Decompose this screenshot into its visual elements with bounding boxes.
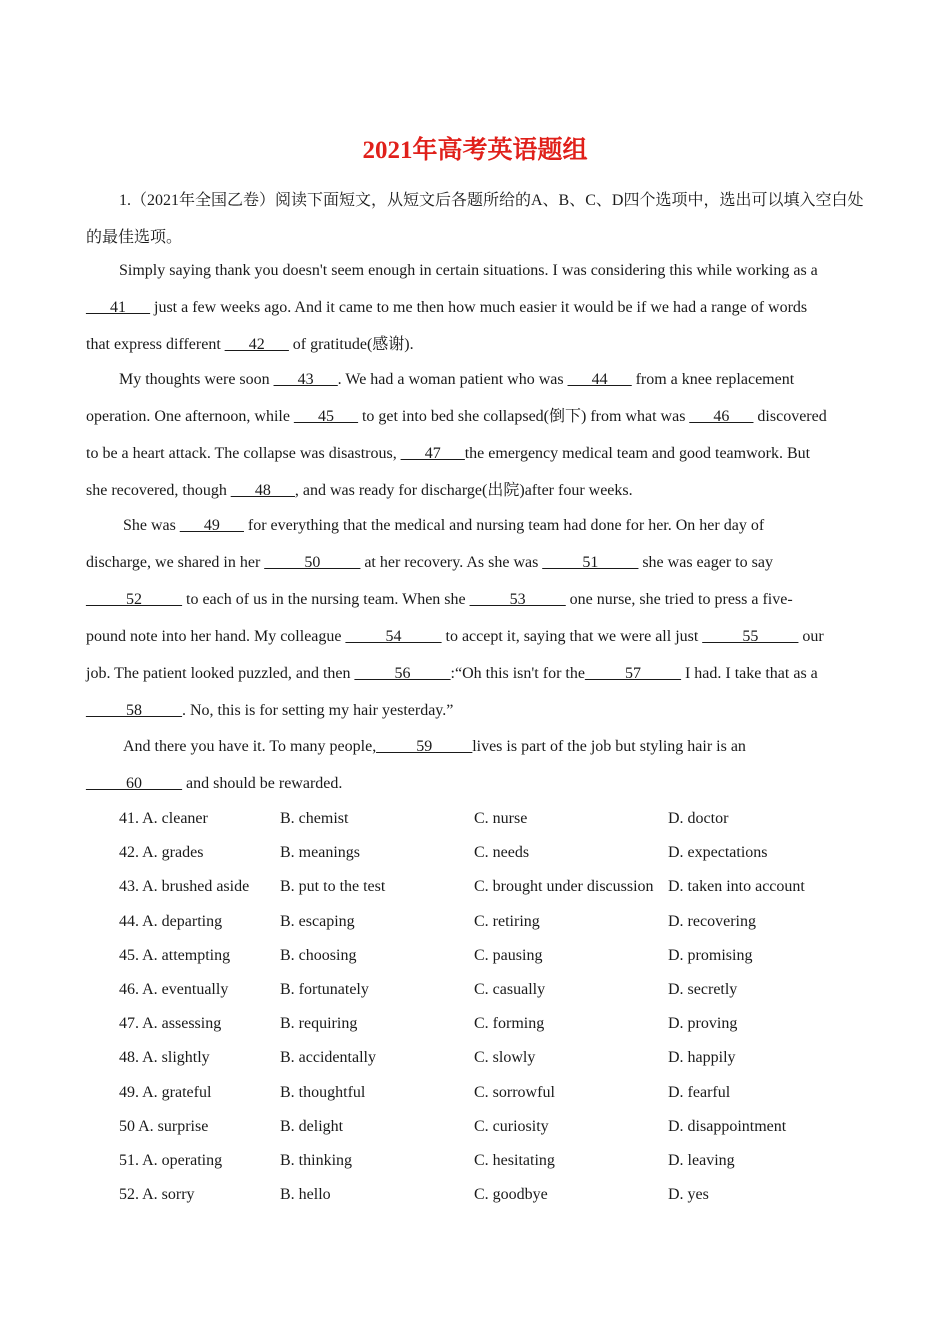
option-c: C. brought under discussion xyxy=(474,878,654,896)
passage-paragraph-1 xyxy=(86,252,866,363)
blank-58: _____58_____ xyxy=(86,702,182,719)
option-a: 44. A. departing xyxy=(119,912,223,930)
blank-52: _____52_____ xyxy=(86,591,182,608)
option-c: C. curiosity xyxy=(474,1117,549,1135)
passage-text: just a few weeks ago. And it came to me then how much easier it would be if we had a range of words xyxy=(150,299,808,316)
passage-text: and should be rewarded. xyxy=(182,775,343,792)
option-b: B. delight xyxy=(280,1117,344,1135)
option-c: C. needs xyxy=(474,844,530,862)
passage-paragraph-4 xyxy=(86,728,866,802)
option-a: 46. A. eventually xyxy=(119,981,229,999)
passage-text: , and was ready for discharge(出院)after four weeks. xyxy=(294,482,633,499)
blank-51: _____51_____ xyxy=(542,554,639,571)
option-row-45 xyxy=(119,939,868,973)
blank-55: _____55_____ xyxy=(702,628,799,645)
option-d: D. recovering xyxy=(668,912,756,930)
passage-paragraph-2 xyxy=(86,361,866,509)
option-b: B. meanings xyxy=(280,844,360,862)
passage-text: at her recovery. As she was xyxy=(360,554,543,571)
option-b: B. hello xyxy=(280,1186,331,1204)
option-row-43 xyxy=(119,870,868,904)
blank-50: _____50_____ xyxy=(264,554,361,571)
option-row-49 xyxy=(119,1076,868,1110)
option-c: C. slowly xyxy=(474,1049,536,1067)
option-d: D. disappointment xyxy=(668,1117,787,1135)
option-b: B. fortunately xyxy=(280,981,369,999)
passage-text: . No, this is for setting my hair yesterday.” xyxy=(182,702,454,719)
option-row-44 xyxy=(119,905,868,939)
blank-53: _____53_____ xyxy=(469,591,566,608)
passage-text: our xyxy=(798,628,824,645)
page-title: 2021年高考英语题组 xyxy=(362,137,588,164)
option-row-51 xyxy=(119,1144,868,1178)
passage-text: lives is part of the job but styling hair is an xyxy=(472,738,746,755)
option-row-41 xyxy=(119,802,868,836)
passage-text: discharge, we shared in her xyxy=(86,554,265,571)
option-row-46 xyxy=(119,973,868,1007)
passage-text: to be a heart attack. The collapse was disastrous, xyxy=(86,445,401,462)
blank-49: ___49___ xyxy=(179,517,244,534)
passage-text: of gratitude(感谢). xyxy=(288,336,414,353)
blank-59: _____59_____ xyxy=(376,738,473,755)
option-c: C. hesitating xyxy=(474,1151,555,1169)
option-a: 43. A. brushed aside xyxy=(119,878,250,896)
passage-text: discovered xyxy=(753,408,827,425)
option-b: B. accidentally xyxy=(280,1049,376,1067)
instruction-line-2: 的最佳选项。 xyxy=(86,229,183,246)
passage-text: one nurse, she tried to press a five- xyxy=(565,591,793,608)
option-c: C. nurse xyxy=(474,810,528,828)
blank-43: ___43___ xyxy=(273,371,338,388)
passage-text: that express different xyxy=(86,336,225,353)
option-d: D. yes xyxy=(668,1186,709,1204)
passage-text: She was xyxy=(123,517,180,534)
option-d: D. promising xyxy=(668,946,753,964)
blank-41: ___41___ xyxy=(86,299,150,316)
blank-48: ___48___ xyxy=(230,482,295,499)
blank-46: ___46___ xyxy=(689,408,754,425)
passage-text: I had. I take that as a xyxy=(680,665,818,682)
passage-text: she recovered, though xyxy=(86,482,231,499)
option-row-48 xyxy=(119,1041,868,1075)
options-list xyxy=(119,802,868,1212)
option-c: C. goodbye xyxy=(474,1186,548,1204)
passage-text: to get into bed she collapsed(倒下) from what was xyxy=(357,408,690,425)
blank-47: ___47___ xyxy=(400,445,465,462)
option-c: C. casually xyxy=(474,981,546,999)
option-a: 49. A. grateful xyxy=(119,1083,212,1101)
option-d: D. doctor xyxy=(668,810,729,828)
option-a: 42. A. grades xyxy=(119,844,204,862)
passage-text: operation. One afternoon, while xyxy=(86,408,294,425)
option-d: D. leaving xyxy=(668,1151,735,1169)
option-row-52 xyxy=(119,1178,868,1212)
option-d: D. secretly xyxy=(668,981,738,999)
blank-45: ___45___ xyxy=(293,408,358,425)
option-d: D. taken into account xyxy=(668,878,805,896)
passage-text: to each of us in the nursing team. When she xyxy=(182,591,470,608)
blank-57: _____57_____ xyxy=(584,665,681,682)
option-b: B. put to the test xyxy=(280,878,386,896)
option-c: C. sorrowful xyxy=(474,1083,555,1101)
passage-text: Simply saying thank you doesn't seem enough in certain situations. I was considering this while working as a xyxy=(119,262,818,279)
option-a: 41. A. cleaner xyxy=(119,810,208,828)
passage-text: she was eager to say xyxy=(638,554,773,571)
passage-paragraph-3 xyxy=(86,507,866,729)
option-a: 47. A. assessing xyxy=(119,1015,222,1033)
option-c: C. pausing xyxy=(474,946,543,964)
option-a: 48. A. slightly xyxy=(119,1049,210,1067)
instructions xyxy=(86,182,866,256)
blank-54: _____54_____ xyxy=(345,628,442,645)
passage-text: for everything that the medical and nursing team had done for her. On her day of xyxy=(243,517,765,534)
option-b: B. escaping xyxy=(280,912,355,930)
option-a: 51. A. operating xyxy=(119,1151,223,1169)
option-d: D. fearful xyxy=(668,1083,731,1101)
option-row-47 xyxy=(119,1007,868,1041)
passage-text: job. The patient looked puzzled, and then xyxy=(86,665,355,682)
passage-text: . We had a woman patient who was xyxy=(337,371,568,388)
passage-text: My thoughts were soon xyxy=(119,371,274,388)
blank-42: ___42___ xyxy=(224,336,289,353)
option-a: 45. A. attempting xyxy=(119,946,231,964)
passage-text: :“Oh this isn't for the xyxy=(450,665,585,682)
option-row-50 xyxy=(119,1110,868,1144)
passage-text: to accept it, saying that we were all just xyxy=(441,628,703,645)
blank-44: ___44___ xyxy=(567,371,632,388)
passage-text: the emergency medical team and good teamwork. But xyxy=(464,445,811,462)
passage-text: pound note into her hand. My colleague xyxy=(86,628,346,645)
option-d: D. happily xyxy=(668,1049,736,1067)
option-c: C. forming xyxy=(474,1015,545,1033)
option-row-42 xyxy=(119,836,868,870)
option-d: D. proving xyxy=(668,1015,738,1033)
option-b: B. requiring xyxy=(280,1015,358,1033)
passage-text: from a knee replacement xyxy=(631,371,795,388)
option-a: 52. A. sorry xyxy=(119,1186,195,1204)
option-a: 50 A. surprise xyxy=(119,1117,209,1135)
instruction-line-1: 1.（2021年全国乙卷）阅读下面短文，从短文后各题所给的A、B、C、D四个选项中，选出可以填入空白处 xyxy=(119,192,864,209)
option-b: B. choosing xyxy=(280,946,357,964)
blank-60: _____60_____ xyxy=(86,775,182,792)
option-d: D. expectations xyxy=(668,844,768,862)
option-b: B. thoughtful xyxy=(280,1083,366,1101)
option-b: B. chemist xyxy=(280,810,349,828)
option-b: B. thinking xyxy=(280,1151,353,1169)
passage-text: And there you have it. To many people, xyxy=(123,738,377,755)
option-c: C. retiring xyxy=(474,912,540,930)
blank-56: _____56_____ xyxy=(354,665,451,682)
